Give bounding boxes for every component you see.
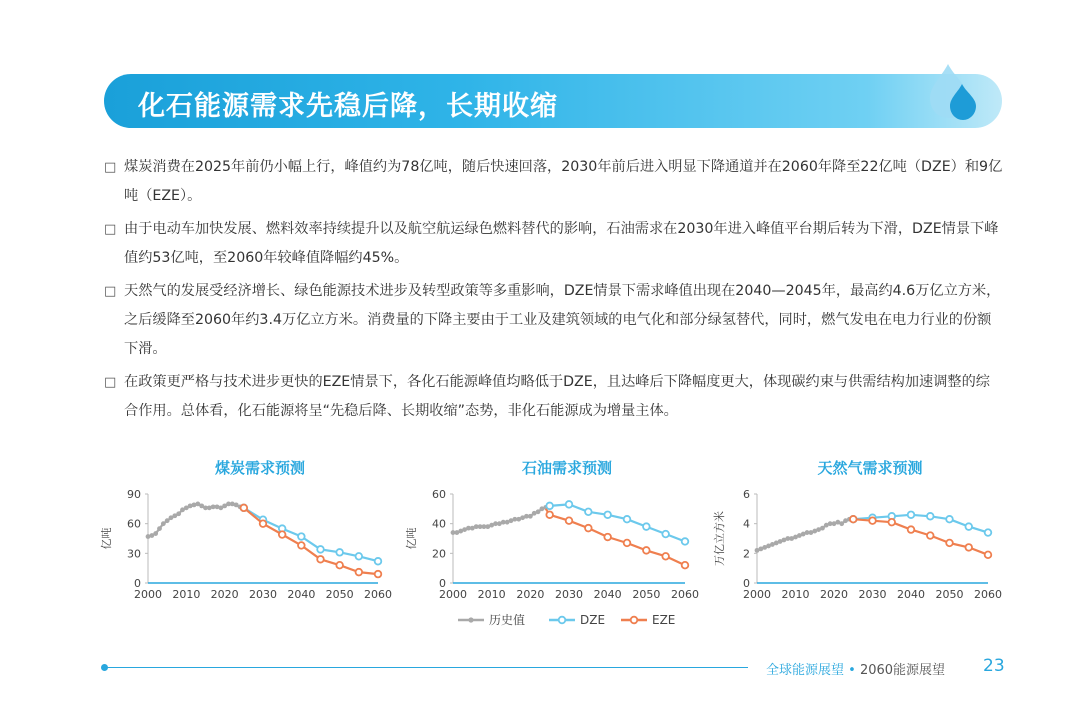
x-tick-label: 2000 [134, 588, 162, 601]
data-point-eze [566, 517, 573, 524]
data-point-eze [604, 534, 611, 541]
footer-book: 全球能源展望 [766, 663, 845, 678]
bullet-text: 在政策更严格与技术进步更快的EZE情景下，各化石能源峰值均略低于DZE，且达峰后下降幅度更大，体现碳约束与供需结构加速调整的综合作用。总体看，化石能源将呈“先稳后降、长期收缩”态势，非化石能源成为增量主体。 [124, 374, 990, 419]
y-tick-label: 60 [127, 517, 141, 531]
x-tick-label: 2060 [364, 588, 392, 601]
data-point-eze [336, 562, 343, 569]
x-tick-label: 2000 [743, 588, 771, 601]
series-line-history [148, 504, 240, 537]
data-point-history [153, 531, 158, 536]
y-tick-label: 30 [127, 547, 141, 561]
y-tick-label: 90 [127, 488, 141, 501]
data-point-dze [985, 529, 992, 536]
x-tick-label: 2010 [172, 588, 201, 601]
data-point-dze [662, 531, 669, 538]
data-point-eze [908, 526, 915, 533]
y-tick-label: 0 [439, 577, 446, 590]
x-tick-label: 2050 [325, 588, 354, 601]
page-title: 化石能源需求先稳后降，长期收缩 [138, 91, 558, 122]
data-point-eze [260, 520, 267, 527]
x-tick-label: 2040 [897, 588, 925, 601]
data-point-history [157, 526, 162, 531]
data-point-eze [662, 553, 669, 560]
data-point-eze [965, 544, 972, 551]
data-point-history [820, 526, 825, 531]
data-point-dze [604, 511, 611, 518]
data-point-eze [985, 552, 992, 559]
data-point-eze [279, 531, 286, 538]
page-number: 23 [983, 656, 1005, 676]
data-point-dze [356, 553, 363, 560]
bullet-text: 天然气的发展受经济增长、绿色能源技术进步及转型政策等多重影响，DZE情景下需求峰值出现在2040—2045年，最高约4.6万亿立方米，之后缓降至2060年约3.4万亿立方米。消费量的下降主要由于工业及建筑领域的电气化和部分绿氢替代，同时，燃气发电在电力行业的份额下滑。 [124, 283, 1001, 357]
data-point-dze [682, 538, 689, 545]
data-point-history [176, 511, 181, 516]
legend-swatch-marker [631, 617, 638, 624]
data-point-dze [946, 516, 953, 523]
data-point-history [536, 509, 541, 514]
y-tick-label: 4 [743, 517, 750, 531]
footer-section: 2060能源展望 [859, 663, 946, 678]
data-point-dze [908, 511, 915, 518]
x-tick-label: 2010 [781, 588, 810, 601]
data-point-dze [566, 501, 573, 508]
data-point-eze [927, 532, 934, 539]
data-point-dze [965, 523, 972, 530]
data-point-eze [585, 525, 592, 532]
data-point-eze [682, 562, 689, 569]
data-point-dze [643, 523, 650, 530]
chart-title-oil: 石油需求预测 [521, 459, 612, 477]
data-point-dze [336, 549, 343, 556]
data-point-eze [241, 505, 248, 512]
chart-title-coal: 煤炭需求预测 [214, 459, 305, 477]
data-point-dze [624, 516, 631, 523]
y-axis-label: 万亿立方米 [713, 511, 726, 566]
footer-separator: • [848, 663, 856, 678]
x-tick-label: 2040 [593, 588, 622, 601]
y-tick-label: 0 [743, 577, 750, 590]
x-tick-label: 2020 [210, 588, 239, 601]
x-tick-label: 2030 [858, 588, 887, 601]
data-point-dze [317, 546, 324, 553]
data-point-eze [946, 540, 953, 547]
x-tick-label: 2010 [477, 588, 506, 601]
data-point-dze [298, 533, 305, 540]
bullet-marker: □ [104, 160, 117, 175]
y-tick-label: 20 [432, 547, 446, 561]
x-tick-label: 2050 [632, 588, 661, 601]
bullet-text: 煤炭消费在2025年前仍小幅上行，峰值约为78亿吨，随后快速回落，2030年前后进入明显下降通道并在2060年降至22亿吨（DZE）和9亿吨（EZE）。 [124, 159, 1003, 204]
y-tick-label: 0 [134, 577, 141, 590]
bullet-text: 由于电动车加快发展、燃料效率持续提升以及航空航运绿色燃料替代的影响，石油需求在2030年进入峰值平台期后转为下滑，DZE情景下峰值约53亿吨，至2060年较峰值降幅约45%。 [124, 221, 999, 266]
bullet-marker: □ [104, 284, 117, 299]
legend-label: DZE [580, 613, 606, 627]
data-point-history [165, 518, 170, 523]
data-point-dze [546, 503, 553, 510]
y-tick-label: 40 [432, 517, 446, 531]
legend-swatch-marker [559, 617, 566, 624]
x-tick-label: 2030 [555, 588, 583, 601]
bullet-marker: □ [104, 375, 117, 390]
bullet-marker: □ [104, 222, 117, 237]
data-point-eze [850, 516, 857, 523]
legend-swatch-marker [468, 617, 473, 622]
x-tick-label: 2030 [249, 588, 277, 601]
data-point-history [528, 514, 533, 519]
legend-label: EZE [652, 613, 676, 627]
data-point-eze [298, 542, 305, 549]
y-axis-label: 亿吨 [405, 527, 418, 550]
x-tick-label: 2040 [287, 588, 316, 601]
data-point-dze [585, 509, 592, 516]
x-tick-label: 2020 [820, 588, 848, 601]
data-point-eze [375, 571, 382, 578]
x-tick-label: 2060 [974, 588, 1002, 601]
y-tick-label: 60 [432, 488, 446, 501]
data-point-eze [356, 569, 363, 576]
x-tick-label: 2020 [516, 588, 545, 601]
x-tick-label: 2060 [671, 588, 699, 601]
y-tick-label: 2 [743, 547, 750, 561]
x-tick-label: 2000 [439, 588, 467, 601]
data-point-eze [869, 517, 876, 524]
data-point-eze [317, 556, 324, 563]
x-tick-label: 2050 [935, 588, 964, 601]
data-point-eze [546, 511, 553, 518]
data-point-history [839, 521, 844, 526]
data-point-eze [624, 540, 631, 547]
y-tick-label: 6 [743, 488, 750, 501]
footer-caption [766, 659, 945, 678]
y-axis-label: 亿吨 [100, 527, 113, 550]
data-point-dze [375, 558, 382, 565]
data-point-eze [643, 547, 650, 554]
chart-title-gas: 天然气需求预测 [817, 459, 923, 477]
footer-rule [105, 667, 748, 668]
data-point-dze [927, 513, 934, 520]
legend-label: 历史值 [489, 613, 526, 627]
data-point-eze [888, 519, 895, 526]
data-point-history [161, 521, 166, 526]
